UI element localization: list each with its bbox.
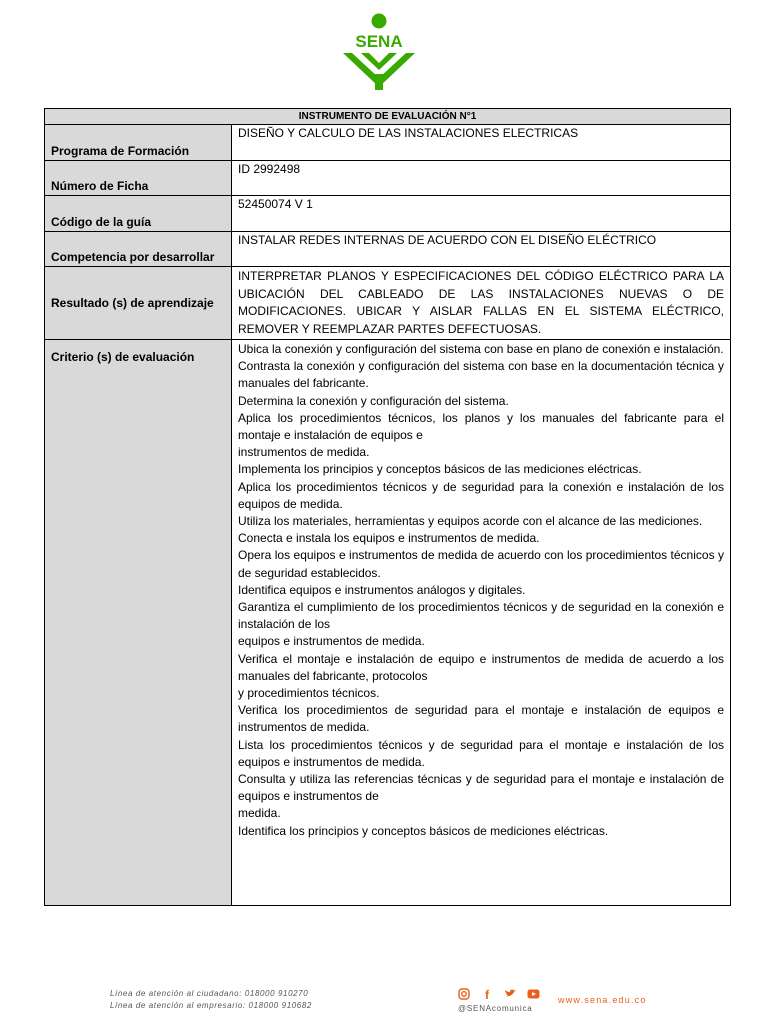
criteria-item: Verifica los procedimientos de seguridad para el montaje e instalación de equipos e instrumentos de medida.	[238, 703, 724, 735]
criteria-item: y procedimientos técnicos.	[238, 686, 380, 701]
website-link[interactable]: www.sena.edu.co	[558, 995, 647, 1005]
label-resultado: Resultado (s) de aprendizaje	[45, 267, 232, 340]
label-competencia: Competencia por desarrollar	[45, 232, 232, 267]
value-competencia: INSTALAR REDES INTERNAS DE ACUERDO CON EL DISEÑO ELÉCTRICO	[232, 232, 731, 267]
value-resultado: INTERPRETAR PLANOS Y ESPECIFICACIONES DEL CÓDIGO ELÉCTRICO PARA LA UBICACIÓN DEL CABLEADO DE LAS INSTALACIONES NUEVAS O DE MODIFICACIONES. UBICAR Y AISLAR FALLAS EN EL SISTEMA ELÉCTRICO, REMOVER Y REEMPLAZAR PARTES DEFECTUOSAS.	[232, 267, 731, 340]
criteria-item: Implementa los principios y conceptos básicos de las mediciones eléctricas.	[238, 462, 642, 477]
value-ficha: ID 2992498	[232, 161, 731, 196]
criteria-item: Opera los equipos e instrumentos de medida de acuerdo con los procedimientos técnicos y de seguridad establecidos.	[238, 548, 724, 580]
twitter-icon[interactable]	[503, 988, 517, 1002]
value-codigo-guia: 52450074 V 1	[232, 196, 731, 232]
criteria-item: Aplica los procedimientos técnicos, los planos y los manuales del fabricante para el montaje e instalación de equipos e	[238, 410, 724, 443]
instagram-icon[interactable]	[457, 988, 471, 1002]
social-icons	[457, 988, 540, 1002]
label-programa: Programa de Formación	[45, 125, 232, 161]
criteria-item: Verifica el montaje e instalación de equipo e instrumentos de medida de acuerdo a los manuales del fabricante, protocolos	[238, 651, 724, 683]
label-ficha: Número de Ficha	[45, 161, 232, 196]
criteria-item: Aplica los procedimientos técnicos y de seguridad para la conexión e instalación de los equipos de medida.	[238, 479, 724, 511]
youtube-icon[interactable]	[526, 988, 540, 1002]
evaluation-instrument-table	[44, 108, 731, 906]
label-codigo-guia: Código de la guía	[45, 196, 232, 232]
criteria-item: Ubica la conexión y configuración del sistema con base en plano de conexión e instalación.	[238, 342, 724, 356]
sena-logo	[338, 12, 420, 92]
facebook-icon[interactable]: f	[485, 988, 489, 1002]
svg-text:SENA: SENA	[355, 32, 403, 51]
criteria-item: Identifica equipos e instrumentos análogos y digitales.	[238, 582, 526, 597]
table-title: INSTRUMENTO DE EVALUACIÓN N°1	[45, 109, 731, 125]
criteria-item: Contrasta la conexión y configuración del sistema con base en la documentación técnica y manuales del fabricante.	[238, 359, 724, 391]
value-programa: DISEÑO Y CALCULO DE LAS INSTALACIONES ELECTRICAS	[232, 125, 731, 161]
social-handle: @SENAcomunica	[458, 1004, 533, 1013]
criteria-item: Consulta y utiliza las referencias técnicas y de seguridad para el montaje e instalación de equipos e instrumentos de	[238, 772, 724, 804]
criteria-item: Determina la conexión y configuración del sistema.	[238, 393, 509, 408]
footer-line-empresario: Línea de atención al empresario: 018000 910682	[110, 1001, 312, 1010]
footer-contact	[110, 988, 312, 1012]
footer-line-ciudadano: Línea de atención al ciudadano: 018000 910270	[110, 989, 309, 998]
criteria-item: equipos e instrumentos de medida.	[238, 634, 425, 649]
criteria-item: Lista los procedimientos técnicos y de seguridad para el montaje e instalación de los equipos e instrumentos de medida.	[238, 737, 724, 769]
criteria-item: instrumentos de medida.	[238, 445, 370, 460]
criteria-item: Garantiza el cumplimiento de los procedimientos técnicos y de seguridad en la conexión e instalación de los	[238, 600, 724, 632]
criteria-item: Utiliza los materiales, herramientas y equipos acorde con el alcance de las mediciones.	[238, 514, 703, 529]
criteria-item: medida.	[238, 806, 281, 821]
label-criterio: Criterio (s) de evaluación	[45, 340, 232, 906]
criteria-list	[232, 340, 731, 906]
criteria-item: Conecta e instala los equipos e instrumentos de medida.	[238, 531, 540, 546]
criteria-item: Identifica los principios y conceptos básicos de mediciones eléctricas.	[238, 823, 609, 838]
